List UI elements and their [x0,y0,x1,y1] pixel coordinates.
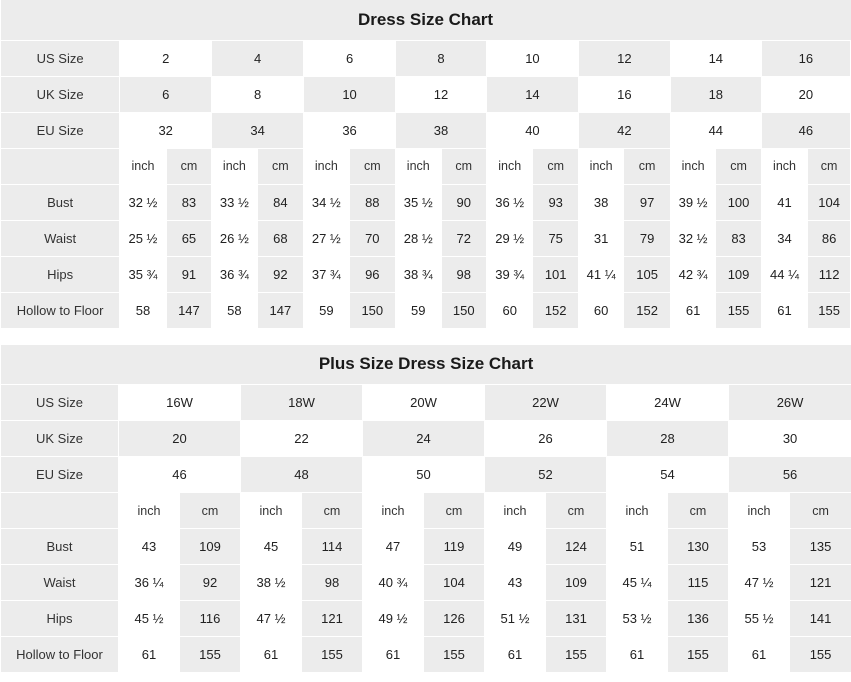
cell-hips-8: 39 ¾ [486,256,532,292]
cell-waist-12: 32 ½ [670,220,715,256]
plus-cell-hips-2: 47 ½ [241,601,302,637]
cell-hollow-6: 59 [396,292,441,328]
plus-cell-bust-9: 130 [668,529,729,565]
plus-unit-cell-2: inch [241,493,302,529]
plus-cell-us-size-5: 26W [729,385,851,421]
cell-hips-12: 42 ¾ [670,256,715,292]
table-row-units [1,493,851,529]
page-title: Dress Size Chart [1,0,851,40]
cell-hips-2: 36 ¾ [212,256,257,292]
plus-cell-uk-size-3: 26 [485,421,607,457]
plus-cell-uk-size-1: 22 [241,421,363,457]
plus-cell-waist-10: 47 ½ [729,565,790,601]
cell-bust-7: 90 [441,184,486,220]
cell-uk-size-0: 6 [120,76,212,112]
plus-cell-waist-4: 40 ¾ [363,565,424,601]
cell-hips-0: 35 ¾ [120,256,166,292]
unit-cell-13: cm [716,148,761,184]
cell-hollow-12: 61 [670,292,715,328]
plus-size-dress-size-chart [0,345,851,674]
plus-cell-hollow-7: 155 [546,637,607,673]
unit-cell-5: cm [349,148,395,184]
cell-hollow-9: 152 [533,292,578,328]
cell-bust-15: 104 [808,184,851,220]
plus-cell-hips-9: 136 [668,601,729,637]
plus-cell-hips-6: 51 ½ [485,601,546,637]
table-row-bust [1,529,851,565]
plus-cell-hips-1: 116 [180,601,241,637]
plus-cell-bust-5: 119 [424,529,485,565]
plus-unit-cell-11: cm [790,493,851,529]
row-label-waist: Waist [1,220,120,256]
cell-hips-9: 101 [533,256,578,292]
cell-hips-10: 41 ¼ [578,256,623,292]
plus-cell-waist-11: 121 [790,565,851,601]
plus-cell-hollow-3: 155 [302,637,363,673]
plus-cell-eu-size-2: 50 [363,457,485,493]
plus-cell-hollow-8: 61 [607,637,668,673]
table-row-units [1,148,851,184]
cell-uk-size-5: 16 [578,76,670,112]
cell-hollow-7: 150 [441,292,486,328]
cell-eu-size-1: 34 [212,112,304,148]
plus-cell-hips-3: 121 [302,601,363,637]
plus-cell-us-size-1: 18W [241,385,363,421]
cell-us-size-1: 4 [212,40,304,76]
unit-cell-6: inch [396,148,441,184]
cell-hollow-3: 147 [257,292,303,328]
cell-waist-9: 75 [533,220,578,256]
cell-hollow-11: 152 [624,292,670,328]
plus-cell-waist-6: 43 [485,565,546,601]
cell-waist-2: 26 ½ [212,220,257,256]
plus-cell-us-size-3: 22W [485,385,607,421]
cell-bust-11: 97 [624,184,670,220]
cell-eu-size-3: 38 [396,112,487,148]
cell-waist-11: 79 [624,220,670,256]
cell-bust-14: 41 [761,184,807,220]
table-row-us-size [1,40,851,76]
cell-hollow-13: 155 [716,292,761,328]
cell-bust-6: 35 ½ [396,184,441,220]
cell-hips-15: 112 [808,256,851,292]
cell-us-size-4: 10 [486,40,578,76]
table-row-eu-size [1,457,851,493]
plus-cell-hollow-0: 61 [119,637,180,673]
plus-cell-eu-size-5: 56 [729,457,851,493]
plus-unit-cell-4: inch [363,493,424,529]
plus-cell-waist-8: 45 ¼ [607,565,668,601]
plus-cell-hollow-6: 61 [485,637,546,673]
cell-eu-size-7: 46 [761,112,850,148]
plus-cell-hips-11: 141 [790,601,851,637]
cell-us-size-7: 16 [761,40,850,76]
plus-cell-hollow-11: 155 [790,637,851,673]
plus-cell-hollow-2: 61 [241,637,302,673]
plus-unit-cell-9: cm [668,493,729,529]
cell-us-size-0: 2 [120,40,212,76]
cell-eu-size-2: 36 [304,112,396,148]
cell-waist-5: 70 [349,220,395,256]
plus-cell-bust-8: 51 [607,529,668,565]
plus-cell-waist-7: 109 [546,565,607,601]
table-row-uk-size [1,76,851,112]
cell-waist-7: 72 [441,220,486,256]
plus-cell-us-size-4: 24W [607,385,729,421]
cell-eu-size-0: 32 [120,112,212,148]
plus-cell-waist-3: 98 [302,565,363,601]
cell-waist-8: 29 ½ [486,220,532,256]
cell-hollow-4: 59 [304,292,349,328]
cell-us-size-2: 6 [304,40,396,76]
plus-cell-hips-10: 55 ½ [729,601,790,637]
cell-bust-5: 88 [349,184,395,220]
plus-cell-bust-7: 124 [546,529,607,565]
plus-cell-bust-4: 47 [363,529,424,565]
row-label-hollow-to-floor: Hollow to Floor [1,292,120,328]
plus-unit-cell-1: cm [180,493,241,529]
row-label-bust: Bust [1,184,120,220]
plus-cell-waist-1: 92 [180,565,241,601]
cell-bust-10: 38 [578,184,623,220]
cell-hollow-0: 58 [120,292,166,328]
cell-uk-size-1: 8 [212,76,304,112]
cell-hollow-2: 58 [212,292,257,328]
chart-divider [0,329,851,345]
plus-cell-bust-0: 43 [119,529,180,565]
cell-hollow-15: 155 [808,292,851,328]
row-label-us-size: US Size [1,385,119,421]
row-label-hollow-to-floor: Hollow to Floor [1,637,119,673]
plus-cell-hips-8: 53 ½ [607,601,668,637]
unit-cell-10: inch [578,148,623,184]
cell-bust-2: 33 ½ [212,184,257,220]
cell-bust-3: 84 [257,184,303,220]
cell-bust-12: 39 ½ [670,184,715,220]
plus-unit-cell-7: cm [546,493,607,529]
plus-cell-hollow-10: 61 [729,637,790,673]
unit-cell-7: cm [441,148,486,184]
cell-hips-3: 92 [257,256,303,292]
plus-cell-hollow-1: 155 [180,637,241,673]
row-label-uk-size: UK Size [1,76,120,112]
plus-cell-waist-5: 104 [424,565,485,601]
plus-cell-uk-size-5: 30 [729,421,851,457]
row-label-us-size: US Size [1,40,120,76]
plus-cell-bust-2: 45 [241,529,302,565]
table-row-eu-size [1,112,851,148]
cell-bust-4: 34 ½ [304,184,349,220]
plus-cell-bust-6: 49 [485,529,546,565]
row-label-bust: Bust [1,529,119,565]
unit-cell-14: inch [761,148,807,184]
plus-cell-hips-0: 45 ½ [119,601,180,637]
cell-bust-9: 93 [533,184,578,220]
cell-waist-1: 65 [166,220,211,256]
cell-us-size-5: 12 [578,40,670,76]
cell-hips-1: 91 [166,256,211,292]
table-row-uk-size [1,421,851,457]
unit-cell-3: cm [257,148,303,184]
plus-cell-bust-3: 114 [302,529,363,565]
unit-cell-4: inch [304,148,349,184]
cell-hips-11: 105 [624,256,670,292]
cell-uk-size-4: 14 [486,76,578,112]
cell-hollow-5: 150 [349,292,395,328]
unit-cell-9: cm [533,148,578,184]
unit-cell-0: inch [120,148,166,184]
cell-eu-size-6: 44 [670,112,761,148]
cell-uk-size-7: 20 [761,76,850,112]
plus-cell-eu-size-1: 48 [241,457,363,493]
chart-title-row [1,345,851,385]
plus-cell-hips-7: 131 [546,601,607,637]
plus-cell-eu-size-3: 52 [485,457,607,493]
row-label-units [1,148,120,184]
chart-title-row [1,0,851,40]
plus-cell-us-size-0: 16W [119,385,241,421]
plus-unit-cell-10: inch [729,493,790,529]
table-row-bust [1,184,851,220]
table-row-us-size [1,385,851,421]
cell-hips-7: 98 [441,256,486,292]
cell-waist-6: 28 ½ [396,220,441,256]
cell-waist-3: 68 [257,220,303,256]
table-row-hollow-to-floor [1,292,851,328]
cell-bust-8: 36 ½ [486,184,532,220]
row-label-eu-size: EU Size [1,112,120,148]
plus-cell-waist-2: 38 ½ [241,565,302,601]
plus-cell-uk-size-2: 24 [363,421,485,457]
plus-unit-cell-0: inch [119,493,180,529]
cell-waist-10: 31 [578,220,623,256]
unit-cell-15: cm [808,148,851,184]
table-row-waist [1,220,851,256]
cell-hips-14: 44 ¼ [761,256,807,292]
row-label-uk-size: UK Size [1,421,119,457]
cell-us-size-3: 8 [396,40,487,76]
row-label-waist: Waist [1,565,119,601]
plus-cell-hollow-9: 155 [668,637,729,673]
plus-cell-waist-0: 36 ¼ [119,565,180,601]
plus-cell-bust-1: 109 [180,529,241,565]
unit-cell-12: inch [670,148,715,184]
plus-cell-bust-11: 135 [790,529,851,565]
cell-uk-size-3: 12 [396,76,487,112]
cell-waist-4: 27 ½ [304,220,349,256]
plus-unit-cell-3: cm [302,493,363,529]
cell-waist-13: 83 [716,220,761,256]
plus-cell-uk-size-0: 20 [119,421,241,457]
cell-eu-size-4: 40 [486,112,578,148]
unit-cell-1: cm [166,148,211,184]
plus-cell-hollow-4: 61 [363,637,424,673]
dress-size-chart [0,0,851,329]
cell-waist-0: 25 ½ [120,220,166,256]
plus-cell-uk-size-4: 28 [607,421,729,457]
cell-bust-13: 100 [716,184,761,220]
cell-hollow-1: 147 [166,292,211,328]
cell-eu-size-5: 42 [578,112,670,148]
plus-cell-hips-5: 126 [424,601,485,637]
cell-hollow-10: 60 [578,292,623,328]
plus-page-title: Plus Size Dress Size Chart [1,345,851,385]
table-row-hollow-to-floor [1,637,851,673]
row-label-hips: Hips [1,601,119,637]
row-label-eu-size: EU Size [1,457,119,493]
cell-waist-14: 34 [761,220,807,256]
plus-cell-eu-size-4: 54 [607,457,729,493]
unit-cell-8: inch [486,148,532,184]
row-label-units [1,493,119,529]
cell-hips-13: 109 [716,256,761,292]
cell-hollow-14: 61 [761,292,807,328]
plus-unit-cell-5: cm [424,493,485,529]
cell-hips-4: 37 ¾ [304,256,349,292]
cell-uk-size-6: 18 [670,76,761,112]
table-row-hips [1,256,851,292]
plus-unit-cell-6: inch [485,493,546,529]
cell-hollow-8: 60 [486,292,532,328]
plus-cell-hips-4: 49 ½ [363,601,424,637]
cell-bust-0: 32 ½ [120,184,166,220]
unit-cell-11: cm [624,148,670,184]
unit-cell-2: inch [212,148,257,184]
cell-waist-15: 86 [808,220,851,256]
plus-cell-hollow-5: 155 [424,637,485,673]
cell-hips-6: 38 ¾ [396,256,441,292]
table-row-waist [1,565,851,601]
plus-cell-eu-size-0: 46 [119,457,241,493]
row-label-hips: Hips [1,256,120,292]
table-row-hips [1,601,851,637]
cell-uk-size-2: 10 [304,76,396,112]
plus-cell-us-size-2: 20W [363,385,485,421]
plus-cell-bust-10: 53 [729,529,790,565]
cell-bust-1: 83 [166,184,211,220]
cell-us-size-6: 14 [670,40,761,76]
plus-unit-cell-8: inch [607,493,668,529]
plus-cell-waist-9: 115 [668,565,729,601]
cell-hips-5: 96 [349,256,395,292]
